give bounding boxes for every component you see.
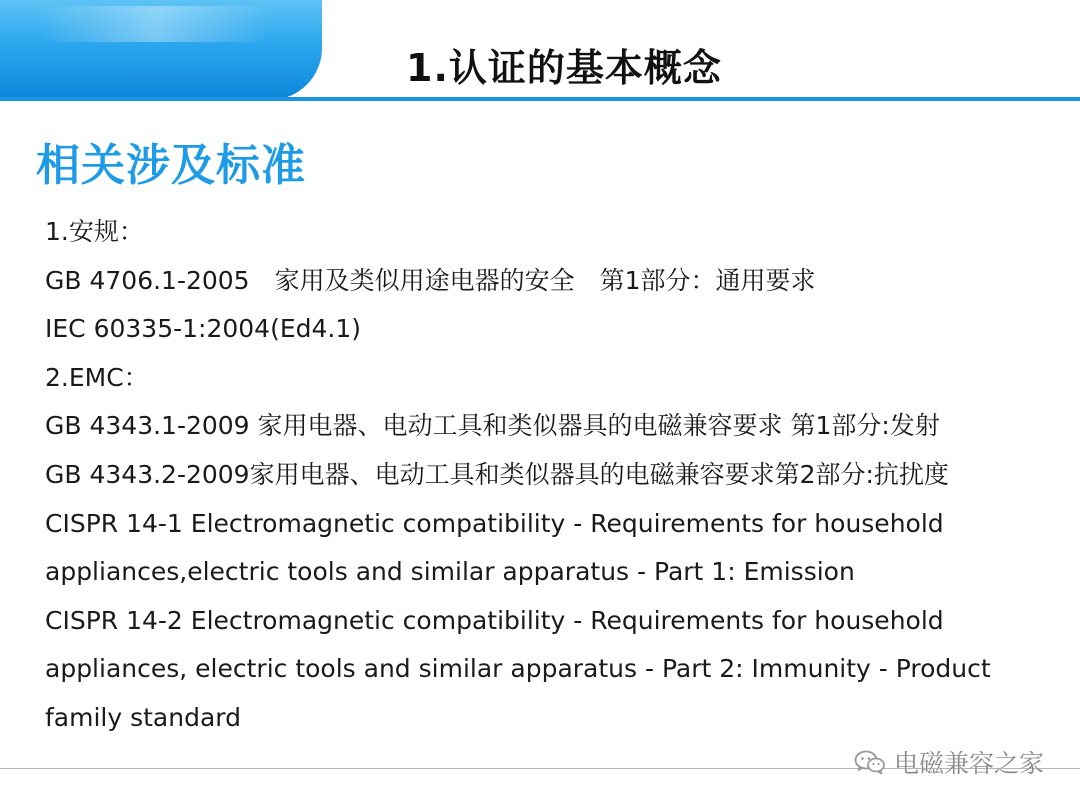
section-heading: 相关涉及标准: [36, 140, 306, 191]
header-shine: [40, 6, 270, 42]
list-line: 1.安规：: [45, 217, 144, 246]
header-divider: [0, 97, 1080, 101]
header-accent-shape: [0, 0, 322, 100]
list-line: CISPR 14-1 Electromagnetic compatibility - Requirements for household: [45, 508, 944, 538]
list-line: GB 4706.1-2005 家用及类似用途电器的安全 第1部分：通用要求: [45, 265, 816, 295]
list-line: IEC 60335-1:2004(Ed4.1): [45, 314, 362, 344]
standards-list: [45, 208, 1055, 743]
list-line: appliances, electric tools and similar apparatus - Part 2: Immunity - Product: [45, 654, 991, 684]
list-line: family standard: [45, 702, 241, 732]
list-line: 2.EMC：: [45, 362, 149, 392]
watermark: [854, 744, 1044, 780]
list-line: GB 4343.2-2009家用电器、电动工具和类似器具的电磁兼容要求第2部分:抗扰度: [45, 459, 949, 489]
watermark-text: 电磁兼容之家: [893, 749, 1044, 778]
list-line: CISPR 14-2 Electromagnetic compatibility - Requirements for household: [45, 605, 944, 635]
slide-header: [0, 0, 1080, 100]
wechat-icon: [854, 749, 886, 775]
list-line: GB 4343.1-2009 家用电器、电动工具和类似器具的电磁兼容要求 第1部分:发射: [45, 411, 940, 441]
list-line: appliances,electric tools and similar apparatus - Part 1: Emission: [45, 557, 855, 587]
slide-title: 1.认证的基本概念: [406, 46, 722, 90]
